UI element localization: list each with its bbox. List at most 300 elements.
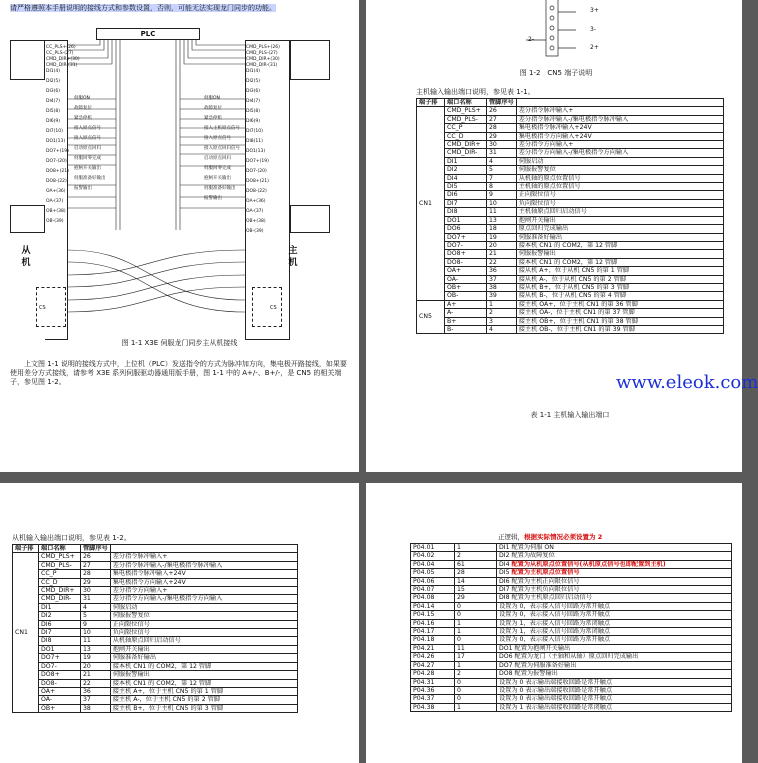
param-code: P04.02	[411, 552, 455, 560]
table-cell: 接从机 B+，位于从机 CN5 的第 3 管脚	[516, 283, 723, 291]
param-value: 28	[455, 569, 497, 577]
parameter-row	[411, 544, 732, 552]
table-cell: 差分指令脉冲输入-/集电极指令脉冲输入	[516, 115, 723, 123]
table-cell: 8	[487, 183, 517, 191]
table-cell: DO6	[445, 225, 487, 233]
table-cell: OA-	[445, 275, 487, 283]
table-cell: A-	[445, 309, 487, 317]
master-signal-label: DO8+(21)	[246, 179, 269, 184]
cn5-pin-label: 2-	[528, 36, 534, 43]
slave-signal-label: CMD_DIR+(30)	[46, 57, 80, 62]
table-row	[13, 671, 298, 679]
parameter-row	[411, 552, 732, 560]
table-cell: 从机轴的原点位置信号	[516, 174, 723, 182]
table-row	[417, 199, 724, 207]
param-description	[497, 586, 732, 594]
table-row	[417, 241, 724, 249]
terminal-cell: CN1	[13, 553, 39, 713]
param-desc-text: DI1 配置为伺服 ON	[499, 544, 554, 551]
master-signal-label: DI8(11)	[246, 139, 263, 144]
table-cell: CMD_DIR-	[445, 149, 487, 157]
slave-function-label: 紧急停机	[74, 116, 92, 121]
table-cell: DO8-	[445, 258, 487, 266]
table-cell: 20	[487, 241, 517, 249]
table-row	[13, 561, 298, 569]
param-value: 0	[455, 678, 497, 686]
table-row	[417, 149, 724, 157]
param-desc-text: DO1 配置为抱闸开关输出	[499, 644, 571, 652]
table-cell: 接主机 OB+，位于主机 CN1 的第 38 管脚	[516, 317, 723, 325]
slave-function-label: 启动原点回归	[74, 146, 101, 151]
master-signal-label: OA+(36)	[246, 199, 266, 204]
table-1-2-intro: 从机输入输出端口说明，参见表 1-2。	[12, 534, 131, 542]
parameter-row	[411, 569, 732, 577]
col-terminal: 端子排	[417, 99, 445, 107]
table-cell: 接从机 B-，位于从机 CN5 的第 4 管脚	[516, 292, 723, 300]
table-cell: 37	[81, 696, 111, 704]
table-cell: DI1	[39, 603, 81, 611]
table-cell: 负向限位信号	[110, 629, 297, 637]
param-value: 0	[455, 686, 497, 694]
table-row	[417, 174, 724, 182]
page-parameter-table	[366, 483, 742, 763]
table-row	[417, 283, 724, 291]
master-function-label: 接入原点回归信号	[204, 146, 240, 151]
slave-signal-label: CMD_DIR-(31)	[46, 63, 78, 68]
table-row	[417, 317, 724, 325]
param-value: 1	[455, 628, 497, 636]
table-cell: DO7-	[445, 241, 487, 249]
table-cell: 伺服报警复位	[516, 166, 723, 174]
slave-function-label: 接入原点信号	[74, 126, 101, 131]
table-cell: 主机轴原点回归启动信号	[516, 208, 723, 216]
table-row	[417, 292, 724, 300]
param-desc-text: 设置为 0 表示输出端接收回路是常开触点	[499, 686, 613, 694]
table-row	[13, 612, 298, 620]
table-cell: 28	[81, 570, 111, 578]
param-code: P04.21	[411, 644, 455, 652]
master-signal-label: DI6(9)	[246, 119, 261, 124]
param-code: P04.07	[411, 586, 455, 594]
table-row	[417, 309, 724, 317]
param-code: P04.08	[411, 594, 455, 602]
table-cell: 30	[81, 587, 111, 595]
parameter-row	[411, 560, 732, 568]
slave-signal-label: OB-(39)	[46, 219, 64, 224]
table-row	[417, 132, 724, 140]
param-desc-text: DI5	[499, 569, 512, 577]
table-cell: 31	[487, 149, 517, 157]
table-cell: 负向限位信号	[516, 199, 723, 207]
table-cell: 集电极指令方向输入+24V	[110, 578, 297, 586]
slave-signal-label: DI5(8)	[46, 109, 61, 114]
param-code: P04.01	[411, 544, 455, 552]
parameter-table	[410, 543, 732, 712]
parameter-row	[411, 678, 732, 686]
table-row	[417, 267, 724, 275]
param-description	[497, 577, 732, 585]
param-description	[497, 695, 732, 703]
slave-signal-label: DI3(6)	[46, 89, 61, 94]
right-io-box	[290, 40, 330, 80]
param-value: 2	[455, 552, 497, 560]
param-code: P04.36	[411, 686, 455, 694]
table-1-1-intro: 主机输入输出端口说明，参见表 1-1。	[416, 88, 535, 96]
cn5-pin-label: 3+	[590, 7, 599, 14]
table-cell: B+	[445, 317, 487, 325]
table-cell: 1	[487, 300, 517, 308]
param-desc-highlight: 配置为主机原点位置信号	[511, 569, 580, 577]
slave-signal-label: OA+(36)	[46, 189, 66, 194]
param-desc-text: 设置为 0，表示接入信号回路为常开触点	[499, 602, 611, 610]
table-cell: DI7	[445, 199, 487, 207]
master-title: 主机	[288, 246, 298, 268]
table-row	[417, 233, 724, 241]
slave-function-label: 故障复位	[74, 106, 92, 111]
table-cell: 10	[81, 629, 111, 637]
table-cell: CC_D	[445, 132, 487, 140]
table-cell: 26	[487, 107, 517, 115]
param-value: 1	[455, 619, 497, 627]
param-description	[497, 686, 732, 694]
table-cell: 29	[81, 578, 111, 586]
param-description	[497, 619, 732, 627]
param-desc-text: DI6 配置为主机正向限位信号	[499, 577, 580, 585]
table-cell: 差分指令方向输入-/集电极指令方向输入	[110, 595, 297, 603]
parameter-row	[411, 619, 732, 627]
table-cell: DI2	[445, 166, 487, 174]
slave-signal-label: DI6(9)	[46, 119, 61, 124]
table-cell: CMD_DIR-	[39, 595, 81, 603]
table-cell: DO7+	[445, 233, 487, 241]
table-row	[13, 687, 298, 695]
table-cell: DI7	[39, 629, 81, 637]
table-row	[417, 216, 724, 224]
param-value: 0	[455, 636, 497, 644]
table-cell: 19	[487, 233, 517, 241]
table-cell: 30	[487, 141, 517, 149]
table-row	[417, 157, 724, 165]
param-description	[497, 678, 732, 686]
table-cell: 38	[81, 704, 111, 712]
watermark: www.eleok.com	[616, 372, 758, 393]
table-1-1-caption: 表 1-1 主机输入输出端口	[530, 411, 610, 419]
slave-title: 从机	[21, 246, 31, 268]
left-io-box	[10, 40, 45, 80]
table-cell: CC_P	[445, 124, 487, 132]
param-value: 2	[455, 670, 497, 678]
table-cell: OB+	[39, 704, 81, 712]
table-cell: 接主机 A-，位于主机 CN5 的第 2 管脚	[110, 696, 297, 704]
slave-function-label: 抱闸开关输出	[74, 166, 101, 171]
table-row	[13, 704, 298, 712]
table-cell: 从机轴原点回归启动信号	[110, 637, 297, 645]
param-description	[497, 602, 732, 610]
table-cell: DO8+	[39, 671, 81, 679]
slave-function-label: 伺服ON	[74, 96, 90, 101]
master-function-label: 启动原点回归	[204, 156, 231, 161]
table-row	[13, 603, 298, 611]
col-description	[110, 545, 297, 553]
parameter-row	[411, 628, 732, 636]
master-function-label: 故障复位	[204, 106, 222, 111]
table-cell: 差分指令方向输入+	[516, 141, 723, 149]
param-value: 14	[455, 577, 497, 585]
master-signal-label: CMD_DIR-(31)	[246, 63, 278, 68]
table-cell: DI6	[445, 191, 487, 199]
master-signal-label: DO7-(20)	[246, 169, 267, 174]
param-code: P04.05	[411, 569, 455, 577]
parameter-row	[411, 586, 732, 594]
parameter-row	[411, 594, 732, 602]
param-description	[497, 670, 732, 678]
master-signal-label: OB+(38)	[246, 219, 266, 224]
table-cell: 伺服报警输出	[110, 671, 297, 679]
table-cell: 接本机 CN1 的 COM2，第 12 管脚	[516, 258, 723, 266]
slave-signal-label: DO7-(20)	[46, 159, 67, 164]
page-wiring-diagram	[0, 0, 359, 472]
param-desc-text: DO8 配置为报警输出	[499, 670, 558, 678]
table-cell: 伺服报警复位	[110, 612, 297, 620]
table-cell: 差分指令方向输入-/集电极指令方向输入	[516, 149, 723, 157]
table-row	[13, 570, 298, 578]
parameter-row	[411, 686, 732, 694]
table-row	[417, 107, 724, 115]
table-cell: OB-	[445, 292, 487, 300]
table-cell: 20	[81, 662, 111, 670]
table-row	[13, 696, 298, 704]
table-cell: 21	[81, 671, 111, 679]
param-desc-text: 设置为 0，表示接入信号回路为常开触点	[499, 611, 611, 619]
table-cell: 9	[81, 620, 111, 628]
param-description	[497, 661, 732, 669]
table-cell: 27	[81, 561, 111, 569]
parameter-row	[411, 602, 732, 610]
table-cell: 29	[487, 132, 517, 140]
param-code: P04.37	[411, 695, 455, 703]
right-lower-box	[290, 205, 330, 233]
param-value: 61	[455, 560, 497, 568]
table-cell: 9	[487, 191, 517, 199]
slave-signal-label: DI7(10)	[46, 129, 63, 134]
table-cell: 抱闸开关输出	[516, 216, 723, 224]
param-description	[497, 636, 732, 644]
param-value: 17	[455, 653, 497, 661]
table-row	[417, 141, 724, 149]
left-cs-box: CS	[36, 287, 66, 327]
col-port-name: 端口名称	[445, 99, 487, 107]
table-cell: 39	[487, 292, 517, 300]
col-terminal: 端子排	[13, 545, 39, 553]
slave-io-table	[12, 544, 298, 713]
param-value: 15	[455, 586, 497, 594]
table-cell: CMD_DIR+	[39, 587, 81, 595]
param-code: P04.14	[411, 602, 455, 610]
param-code: P04.06	[411, 577, 455, 585]
param-code: P04.26	[411, 653, 455, 661]
param-desc-highlight: 配置为从机原点位置信号(从机原点信号也即配置到主机)	[511, 560, 666, 568]
param-desc-text: 设置为 0，表示接入信号回路为常开触点	[499, 636, 611, 644]
table-cell: 伺服启动	[516, 157, 723, 165]
table-row	[417, 258, 724, 266]
table-cell: 差分指令脉冲输入-/集电极指令脉冲输入	[110, 561, 297, 569]
right-signal-labels	[246, 45, 290, 239]
param-description	[497, 703, 732, 711]
param-desc-text: DO6 配置为龙门（主轴和从轴）原点回归完成输出	[499, 653, 639, 661]
table-cell: 10	[487, 199, 517, 207]
table-cell: 36	[81, 687, 111, 695]
right-function-labels	[204, 96, 246, 206]
master-function-label: 接入原点信号	[204, 136, 231, 141]
param-desc-text: DI2 配置为故障复位	[499, 552, 555, 560]
param-value: 1	[455, 661, 497, 669]
table-cell: 26	[81, 553, 111, 561]
master-signal-label: DI1(4)	[246, 69, 261, 74]
table-cell: 22	[81, 679, 111, 687]
table-cell: 5	[81, 612, 111, 620]
table-row	[13, 654, 298, 662]
table-cell: DI1	[445, 157, 487, 165]
param-description	[497, 569, 732, 577]
table-cell: DI2	[39, 612, 81, 620]
table-row	[417, 208, 724, 216]
table-cell: 28	[487, 124, 517, 132]
table-cell: 接本机 CN1 的 COM2，第 12 管脚	[110, 679, 297, 687]
slave-signal-label: CC_PLS-(27)	[46, 51, 74, 56]
param-desc-text: DI8 配置为主机原点回归启动信号	[499, 594, 592, 602]
param-desc-text: 设置为 1，表示接入信号回路为常闭触点	[499, 628, 611, 636]
slave-signal-label: DI1(4)	[46, 69, 61, 74]
table-cell: 接主机 OA+，位于主机 CN1 的第 36 管脚	[516, 300, 723, 308]
page-slave-table	[0, 483, 359, 763]
slave-signal-label: DO1(13)	[46, 139, 66, 144]
table-cell: 21	[487, 250, 517, 258]
master-function-label: 接入主机原点信号	[204, 126, 240, 131]
table-cell: DI8	[39, 637, 81, 645]
table-cell: 接主机 OB-，位于主机 CN1 的第 39 管脚	[516, 325, 723, 333]
terminal-cell: CN1	[417, 107, 445, 300]
figure-1-1-caption: 图 1-1 X3E 伺服龙门同步主从机接线	[121, 339, 238, 347]
parameter-row	[411, 703, 732, 711]
slave-signal-label: DI2(5)	[46, 79, 61, 84]
param-description	[497, 544, 732, 552]
master-signal-label: DO7+(19)	[246, 159, 269, 164]
parameter-row	[411, 577, 732, 585]
left-signal-labels	[46, 45, 80, 229]
table-cell: CMD_PLS-	[39, 561, 81, 569]
master-function-label: 抱闸开关输出	[204, 176, 231, 181]
master-function-label: 伺服回零完成	[204, 166, 231, 171]
table-cell: 接从机 A+，位于从机 CN5 的第 1 管脚	[516, 267, 723, 275]
table-cell: 2	[487, 309, 517, 317]
table-cell: 11	[487, 208, 517, 216]
table-cell: 36	[487, 267, 517, 275]
table-row	[13, 595, 298, 603]
table-row	[417, 225, 724, 233]
slave-signal-label: DO8-(22)	[46, 179, 67, 184]
param-description	[497, 628, 732, 636]
table-cell: DI8	[445, 208, 487, 216]
table-cell: 19	[81, 654, 111, 662]
table-cell: OA-	[39, 696, 81, 704]
master-signal-label: DI3(6)	[246, 89, 261, 94]
master-signal-label: CMD_PLS+(26)	[246, 45, 280, 50]
table-cell: DI5	[445, 183, 487, 191]
table-cell: 7	[487, 174, 517, 182]
master-signal-label: DO1(13)	[246, 149, 266, 154]
table-cell: DO1	[39, 645, 81, 653]
master-function-label: 伺服ON	[204, 96, 220, 101]
table-row	[13, 620, 298, 628]
table-cell: 3	[487, 317, 517, 325]
table-cell: 18	[487, 225, 517, 233]
table-cell: CC_D	[39, 578, 81, 586]
param-description	[497, 644, 732, 652]
param-value: 1	[455, 703, 497, 711]
param-desc-text: DI4	[499, 560, 512, 568]
param-desc-text: 设置为 1 表示输出端接收回路是常闭触点	[499, 703, 613, 711]
param-code: P04.04	[411, 560, 455, 568]
table-cell: DO1	[445, 216, 487, 224]
parameter-row	[411, 670, 732, 678]
parameter-row	[411, 611, 732, 619]
table-row	[417, 183, 724, 191]
table-cell: 接主机 OA-，位于主机 CN1 的第 37 管脚	[516, 309, 723, 317]
table-cell: CMD_PLS-	[445, 115, 487, 123]
param-desc-text: 设置为 0 表示输出端接收回路是常开触点	[499, 678, 613, 686]
table-cell: DI4	[445, 174, 487, 182]
table-cell: OB+	[445, 283, 487, 291]
table-row	[417, 250, 724, 258]
table-row	[417, 275, 724, 283]
left-function-labels	[74, 96, 116, 196]
table-row	[13, 645, 298, 653]
table-cell: CMD_PLS+	[39, 553, 81, 561]
table-cell: 正向限位信号	[516, 191, 723, 199]
master-signal-label: DI2(5)	[246, 79, 261, 84]
table-cell: 11	[81, 637, 111, 645]
param-code: P04.18	[411, 636, 455, 644]
table-cell: 4	[487, 325, 517, 333]
slave-signal-label: DO7+(19)	[46, 149, 69, 154]
slave-signal-label: OA-(37)	[46, 199, 64, 204]
table-cell: OA+	[39, 687, 81, 695]
table-cell: DO8+	[445, 250, 487, 258]
table-cell: 伺服准备好输出	[516, 233, 723, 241]
table-cell: 接主机 B+，位于主机 CN5 的第 3 管脚	[110, 704, 297, 712]
table-cell: 原点回归完成输出	[516, 225, 723, 233]
table-cell: 4	[487, 157, 517, 165]
right-cs-box: CS	[252, 287, 282, 327]
master-function-label: 伺服准备好输出	[204, 186, 236, 191]
table-header	[13, 545, 298, 553]
master-function-label: 报警输出	[204, 196, 222, 201]
table-cell: DI6	[39, 620, 81, 628]
master-signal-label: DO8-(22)	[246, 189, 267, 194]
table-row	[417, 300, 724, 308]
table-cell: 主机轴的原点位置信号	[516, 183, 723, 191]
table-row	[417, 166, 724, 174]
slave-function-label: 伺服准备好输出	[74, 176, 106, 181]
table-cell: 差分指令脉冲输入+	[516, 107, 723, 115]
table-cell: 27	[487, 115, 517, 123]
table-cell: 差分指令方向输入+	[110, 587, 297, 595]
table-header	[417, 99, 724, 107]
terminal-cell: CN5	[417, 300, 445, 334]
master-signal-label: OB-(39)	[246, 229, 264, 234]
figure-1-2-caption: 图 1-2 CN5 端子说明	[519, 69, 593, 77]
param-description	[497, 594, 732, 602]
